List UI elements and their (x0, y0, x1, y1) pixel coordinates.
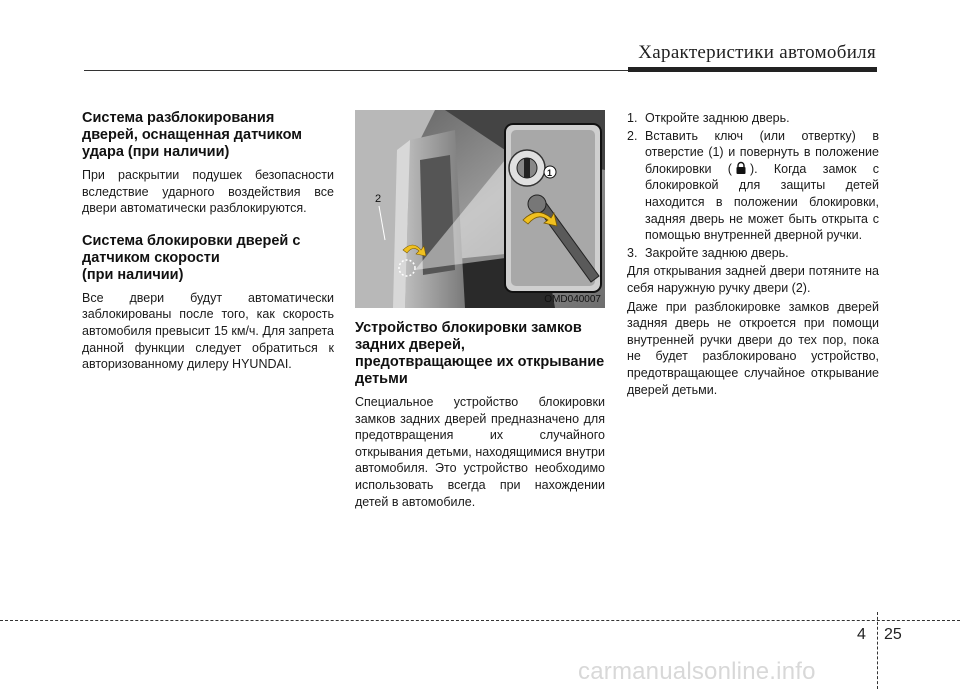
page-header-title: Характеристики автомобиля (638, 42, 876, 63)
section-heading-speed-lock (82, 233, 334, 284)
step-3 (627, 245, 879, 262)
watermark: carmanualsonline.info (578, 658, 816, 685)
header-rule-accent (628, 67, 877, 72)
key-tip (528, 195, 546, 213)
paragraph-open-door: Для открывания задней двери потяните на себя наружную ручку двери (2). (627, 264, 879, 295)
page-number: 25 (884, 626, 902, 643)
footer-divider (877, 612, 878, 689)
lock-slot (524, 158, 530, 178)
section-heading-speed-lock-line1: Система блокировки дверей с датчиком скорости (82, 232, 301, 266)
callout-1-label: 1 (547, 168, 553, 178)
section-heading-speed-lock-line2: (при наличии) (82, 266, 184, 283)
column-left (82, 110, 334, 373)
column-middle (355, 110, 605, 510)
procedure-steps (627, 110, 879, 261)
step-text: Откройте заднюю дверь. (645, 111, 790, 125)
step-number: 2. (627, 128, 638, 143)
section-heading-impact-unlock: Система разблокирования дверей, оснащенная датчиком удара (при наличии) (82, 110, 302, 160)
paragraph-unlock-note: Даже при разблокировке замков дверей задняя дверь не откроется при помощи внутренней ручки двери до тех пор, пока не будет разблокировано устройство, предотвращающее случайное открывание дверей детьми. (627, 299, 879, 397)
footer-rule (0, 620, 960, 621)
step-2 (627, 128, 879, 244)
callout-2-label: 2 (375, 193, 382, 205)
step-text-before-icon: Вставить ключ (или отвертку) в отверстие (1) и повернуть в положение блокировки ( (645, 128, 879, 176)
chapter-number: 4 (857, 626, 866, 643)
step-number: 1. (627, 111, 638, 125)
child-lock-figure (355, 110, 605, 308)
section-body-child-lock: Специальное устройство блокировки замков задних дверей предназначено для предотвращения их случайного открывания детьми, находящимися внутри автомобиля. Это устройство необходимо использовать всегда при нахождении детей в автомобиле. (355, 395, 605, 509)
lock-icon (734, 161, 748, 175)
step-text (645, 128, 879, 244)
step-text: Закройте заднюю дверь. (645, 245, 789, 260)
step-text-after-icon: ). Когда замок с блокировкой для защиты детей находится в положении блокировки, задняя дверь не может быть открыта с помощью внутренней дверной ручки. (645, 161, 879, 243)
column-right (627, 110, 879, 398)
section-body-impact-unlock: При раскрытии подушек безопасности вследствие ударного воздействия все двери автоматически разблокируются. (82, 168, 334, 216)
section-heading-child-lock: Устройство блокировки замков задних дверей, предотвращающее их открывание детьми (355, 320, 605, 387)
section-body-speed-lock: Все двери будут автоматически заблокированы после того, как скорость автомобиля превысит 15 км/ч. Для запрета данной функции следует обратиться к авторизованному дилеру HYUNDAI. (82, 290, 334, 372)
step-1 (627, 110, 879, 127)
step-number: 3. (627, 245, 638, 260)
child-lock-illustration (355, 110, 605, 308)
figure-code: OMD040007 (544, 294, 601, 305)
